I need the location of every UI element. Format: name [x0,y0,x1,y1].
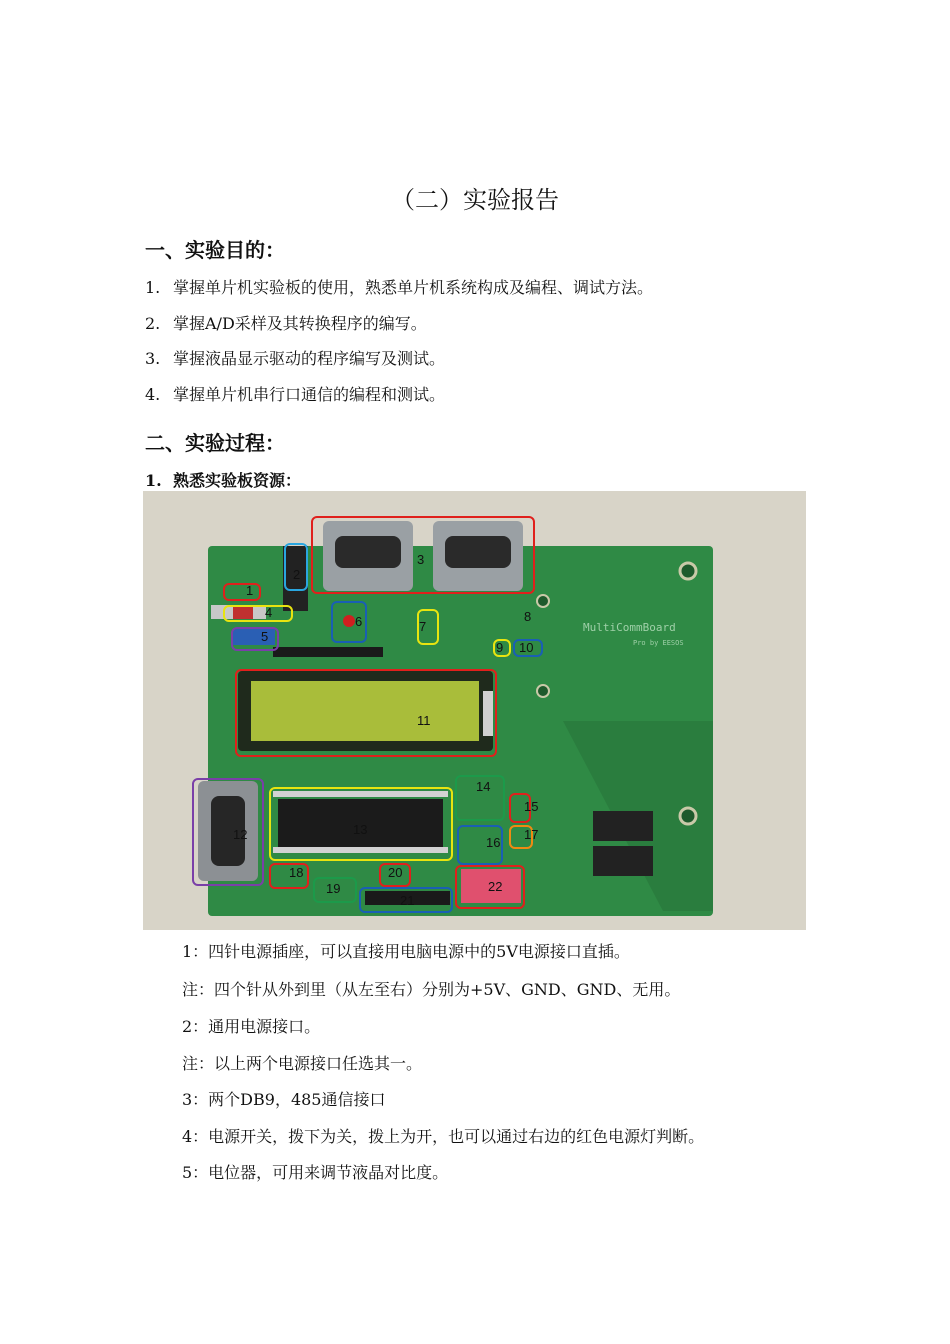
marker-label: 14 [476,779,491,794]
marker-label: 17 [524,827,539,842]
pin-header [273,647,383,657]
relay [593,846,653,876]
note-line: 注：四个针从外到里（从左至右）分别为+5V、GND、GND、无用。 [182,980,681,999]
marker-12 [192,778,264,886]
goal-text: 掌握A/D采样及其转换程序的编写。 [173,314,427,333]
note-line: 2：通用电源接口。 [182,1017,321,1036]
board-photo [143,491,806,930]
mount-hole [680,563,696,579]
goal-text: 掌握单片机串行口通信的编程和测试。 [173,385,446,404]
marker-5 [231,627,279,651]
marker-label: 9 [496,640,504,655]
note-line: 5：电位器，可用来调节液晶对比度。 [182,1163,449,1182]
goal-item [145,347,445,371]
goal-num: 2. [145,314,161,333]
marker-label: 16 [486,835,501,850]
section1-heading: 一、实验目的： [145,238,285,262]
note-line: 注：以上两个电源接口任选其一。 [182,1054,423,1073]
goal-num: 1. [145,278,161,297]
marker-label: 1 [246,583,254,598]
marker-4 [223,605,293,622]
marker-label: 20 [388,865,403,880]
marker-label: 3 [417,552,425,567]
mount-hole [537,595,549,607]
marker-label: 21 [400,893,415,908]
marker-label: 12 [233,827,248,842]
mount-hole [537,685,549,697]
marker-label: 18 [289,865,304,880]
silkscreen-text: MultiCommBoard [583,621,676,634]
note-line: 4：电源开关，拨下为关，拨上为开，也可以通过右边的红色电源灯判断。 [182,1127,705,1146]
silkscreen-subtext: Pro by EESOS [633,639,684,647]
goal-text: 掌握液晶显示驱动的程序编写及测试。 [173,349,446,368]
page-title: （二）实验报告 [391,186,559,214]
marker-label: 2 [293,567,301,582]
goal-num: 3. [145,349,161,368]
relay [593,811,653,841]
marker-label: 22 [488,879,503,894]
marker-label: 15 [524,799,539,814]
subsection-heading [145,469,301,493]
subsection-text: 熟悉实验板资源： [173,471,302,490]
marker-label: 10 [519,640,534,655]
note-line: 1：四针电源插座，可以直接用电脑电源中的5V电源接口直插。 [182,942,630,961]
marker-label: 6 [355,614,363,629]
marker-1 [223,583,261,601]
marker-11 [235,669,497,757]
note-line: 3：两个DB9，485通信接口 [182,1090,386,1109]
goal-item [145,312,427,336]
marker-label: 11 [417,713,431,728]
goal-num: 4. [145,385,161,404]
marker-label: 5 [261,629,269,644]
mount-hole [680,808,696,824]
subsection-num: 1. [145,471,162,490]
goal-text: 掌握单片机实验板的使用，熟悉单片机系统构成及编程、调试方法。 [173,278,654,297]
goal-item [145,276,653,300]
marker-label: 13 [353,822,368,837]
marker-label: 7 [419,619,427,634]
goal-item [145,383,445,407]
marker-label: 4 [265,605,273,620]
marker-label: 19 [326,881,341,896]
marker-label: 8 [524,609,532,624]
section2-heading: 二、实验过程： [145,431,285,455]
